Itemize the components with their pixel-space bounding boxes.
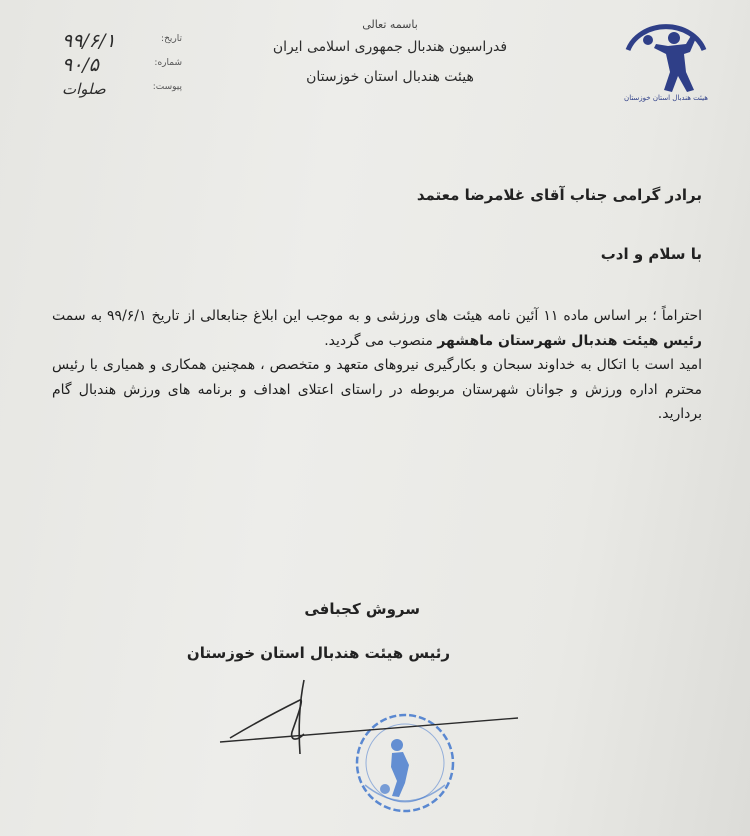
attachment-value: صلوات	[62, 80, 106, 98]
letterhead	[250, 18, 530, 85]
attachment-label: پیوست:	[152, 82, 182, 92]
paragraph-1	[52, 304, 702, 353]
paragraph-2: امید است با اتکال به خداوند سبحان و بکارگیری نیروهای متعهد و متخصص ، همچنین همکاری و همیاری با رئیس محترم اداره ورزش و جوانان شهرستان مربوطه در راستای اعتلای اهداف و برنامه های ورزش هندبال گام بردارید.	[52, 357, 702, 422]
signatory-name: سروش کجبافی	[304, 600, 420, 618]
bismillah: باسمه تعالی	[362, 18, 418, 31]
board-name: هیئت هندبال استان خوزستان	[306, 69, 474, 85]
number-value: ۹۰/۵	[62, 54, 100, 76]
date-row	[40, 30, 190, 54]
number-label: شماره:	[154, 58, 182, 68]
date-label: تاریخ:	[161, 34, 182, 44]
attachment-row	[40, 78, 190, 102]
appointment-position: رئیس هیئت هندبال شهرستان ماهشهر	[437, 332, 702, 349]
logo-caption: هیئت هندبال استان خوزستان	[624, 94, 708, 102]
letter-body	[52, 304, 702, 427]
handwritten-signature-icon	[200, 670, 520, 760]
letter-meta	[40, 30, 190, 102]
paragraph-1-end: منصوب می گردید.	[324, 332, 438, 349]
federation-name: فدراسیون هندبال جمهوری اسلامی ایران	[272, 39, 508, 55]
date-value: ۹۹/۶/۱	[62, 30, 116, 52]
greeting: با سلام و ادب	[600, 245, 702, 263]
signatory-title: رئیس هیئت هندبال استان خوزستان	[186, 644, 450, 662]
paragraph-1-start: احتراماً ؛ بر اساس ماده ۱۱ آئین نامه هیئت های ورزشی و به موجب این ابلاغ جنابعالی از تاریخ ۹۹/۶/۱ به سمت	[52, 308, 703, 324]
salutation: برادر گرامی جناب آقای غلامرضا معتمد	[416, 186, 702, 204]
number-row	[40, 54, 190, 78]
